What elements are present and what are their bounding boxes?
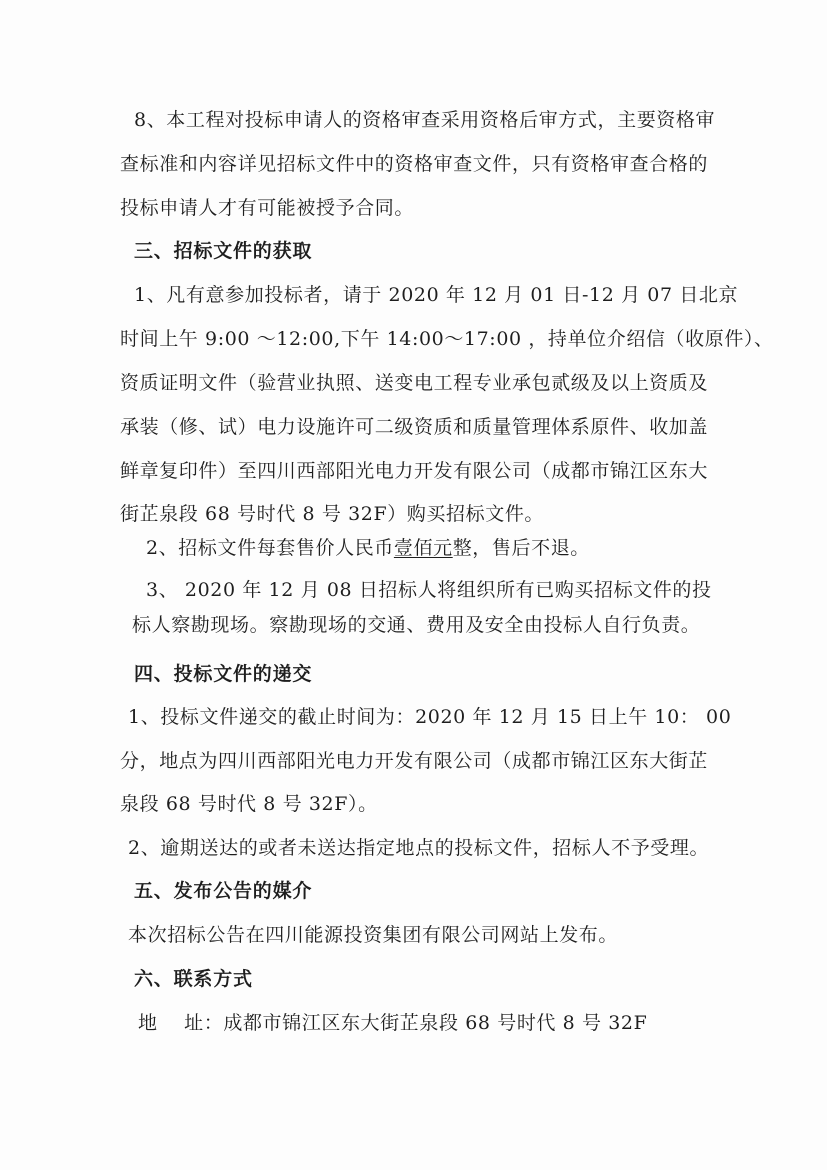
section3-item1-line5: 鲜章复印件）至四川西部阳光电力开发有限公司（成都市锦江区东大 (120, 460, 709, 482)
para8-line1: 8、本工程对投标申请人的资格审查采用资格后审方式，主要资格审 (134, 109, 716, 131)
item2-suffix: 整，售后不退。 (452, 537, 590, 559)
section5-text: 本次招标公告在四川能源投资集团有限公司网站上发布。 (128, 924, 619, 946)
section3-heading: 三、招标文件的获取 (134, 240, 313, 262)
section3-item3-line1: 3、 2020 年 12 月 08 日招标人将组织所有已购买招标文件的投 (146, 579, 712, 601)
section4-item2: 2、逾期送达的或者未送达指定地点的投标文件，招标人不予受理。 (128, 837, 710, 859)
section3-item1-line4: 承装（修、试）电力设施许可二级资质和质量管理体系原件、收加盖 (120, 416, 709, 438)
contact-address (138, 1011, 647, 1035)
section4-item1-line3: 泉段 68 号时代 8 号 32F）。 (120, 793, 378, 815)
section5-heading: 五、发布公告的媒介 (134, 880, 313, 902)
address-label: 地 址： (138, 1012, 224, 1034)
section6-heading: 六、联系方式 (134, 968, 253, 990)
section3-item1-line1: 1、凡有意参加投标者，请于 2020 年 12 月 01 日-12 月 07 日北京 (134, 284, 739, 306)
para8-line3: 投标申请人才有可能被授予合同。 (120, 197, 415, 219)
section4-item1-line2: 分，地点为四川西部阳光电力开发有限公司（成都市锦江区东大街芷 (120, 750, 709, 772)
para8-line2: 查标准和内容详见招标文件中的资格审查文件，只有资格审查合格的 (120, 153, 709, 175)
section3-item2 (146, 536, 590, 560)
section4-item1-line1: 1、投标文件递交的截止时间为：2020 年 12 月 15 日上午 10： 00 (128, 706, 732, 728)
section3-item1-line3: 资质证明文件（验营业执照、送变电工程专业承包贰级及以上资质及 (120, 372, 709, 394)
section3-item1-line2: 时间上午 9:00 ～12:00,下午 14:00～17:00 ，持单位介绍信（收原件）、 (120, 328, 774, 350)
item2-prefix: 2、招标文件每套售价人民币 (146, 537, 394, 559)
section3-item3-line2: 标人察勘现场。察勘现场的交通、费用及安全由投标人自行负责。 (132, 614, 701, 636)
item2-amount: 壹佰元 (393, 537, 453, 559)
section4-heading: 四、投标文件的递交 (134, 663, 313, 685)
address-value: 成都市锦江区东大街芷泉段 68 号时代 8 号 32F (223, 1012, 648, 1034)
section3-item1-line6: 街芷泉段 68 号时代 8 号 32F）购买招标文件。 (120, 503, 545, 525)
